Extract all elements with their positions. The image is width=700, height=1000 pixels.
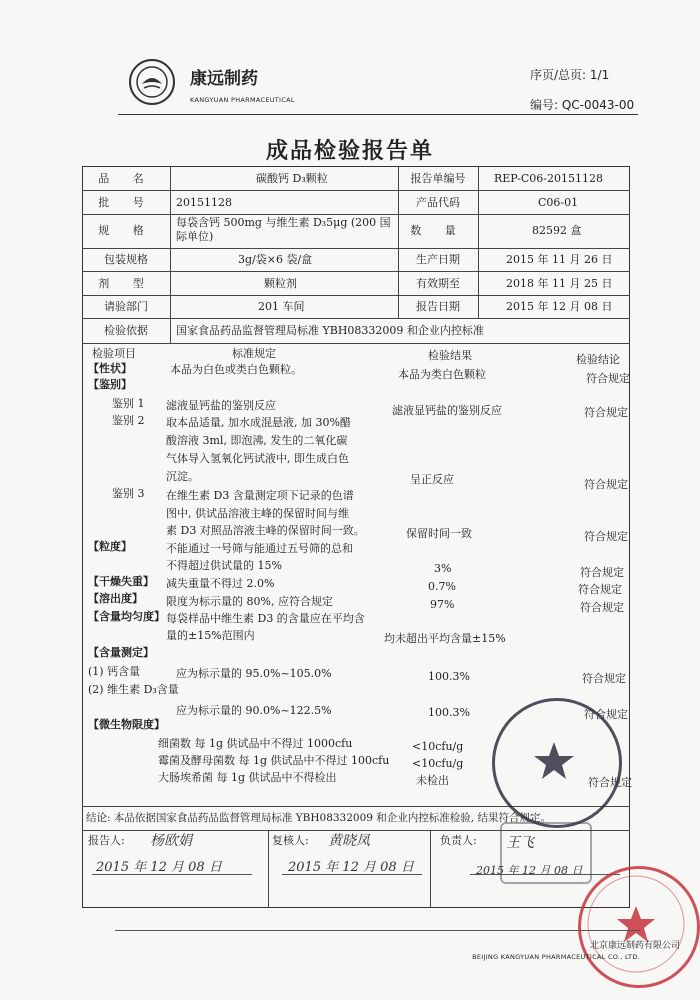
expiry-date: 2018 年 11 月 25 日: [506, 277, 613, 290]
label-quantity: 数 量: [410, 224, 466, 237]
test-id3-standard-1: 在维生素 D3 含量测定项下记录的色谱: [166, 489, 354, 502]
test-uniformity-label: 【含量均匀度】: [88, 610, 165, 623]
test-drying-result: 0.7%: [428, 580, 456, 593]
label-batch: 批 号: [98, 196, 154, 209]
test-micro-bacteria-result: <10cfu/g: [412, 740, 464, 753]
red-seal: [578, 866, 700, 988]
test-assay-vitd-standard: 应为标示量的 90.0%~122.5%: [176, 704, 332, 717]
test-assay-calcium-standard: 应为标示量的 95.0%~105.0%: [176, 667, 332, 680]
test-micro-mold: 霉菌及酵母菌数 每 1g 供试品中不得过 100cfu: [158, 754, 390, 767]
packaging-value: 3g/袋×6 袋/盒: [238, 253, 313, 266]
label-basis: 检验依据: [104, 324, 148, 337]
test-dissolution-conclusion: 符合规定: [580, 601, 624, 614]
test-assay-vitd-label: (2) 维生素 D₃含量: [88, 683, 179, 696]
company-name: 康远制药: [190, 69, 258, 89]
test-granularity-label: 【粒度】: [88, 540, 132, 553]
reporter-date: 2015 年 12 月 08 日: [96, 860, 222, 875]
test-id1-standard: 滤液显钙盐的鉴别反应: [166, 399, 276, 412]
label-mfg-date: 生产日期: [416, 253, 460, 266]
test-character-label: 【性状】: [88, 362, 132, 375]
test-granularity-result: 3%: [434, 562, 452, 575]
responsible-date: 2015 年 12 月 08 日: [476, 864, 583, 877]
batch-number: 20151128: [176, 196, 232, 209]
test-identification-label: 【鉴别】: [88, 378, 132, 391]
test-id2-standard-1: 取本品适量, 加水成混悬液, 加 30%醋: [166, 416, 351, 429]
reviewer-date: 2015 年 12 月 08 日: [288, 860, 414, 875]
test-drying-label: 【干燥失重】: [88, 575, 154, 588]
test-id3-label: 鉴别 3: [112, 487, 145, 500]
test-granularity-standard-1: 不能通过一号筛与能通过五号筛的总和: [166, 542, 353, 555]
mfg-date: 2015 年 11 月 26 日: [506, 253, 613, 266]
footer-company: 北京康远制药有限公司: [589, 941, 680, 951]
test-id2-standard-2: 酸溶液 3ml, 即泡沸, 发生的二氧化碳: [166, 434, 348, 447]
reporter-signature: 杨欧娟: [150, 833, 192, 849]
final-conclusion: 结论: 本品依据国家食品药品监督管理局标准 YBH08332009 和企业内控标准检验, 结果符合规定。: [86, 812, 551, 824]
company-name-en: KANGYUAN PHARMACEUTICAL: [190, 96, 295, 104]
responsible-signature: 王飞: [506, 835, 534, 851]
company-logo-icon: [128, 58, 176, 106]
footer-company-en: BEIJING KANGYUAN PHARMACEUTICAL CO., LTD.: [472, 953, 640, 961]
test-assay-label: 【含量测定】: [88, 646, 154, 659]
header-item: 检验项目: [92, 347, 136, 360]
responsible-label: 负责人:: [440, 834, 477, 847]
product-name: 碳酸钙 D₃颗粒: [256, 172, 328, 185]
test-dissolution-standard: 限度为标示量的 80%, 应符合规定: [166, 595, 333, 608]
test-id3-conclusion: 符合规定: [584, 530, 628, 543]
test-character-standard: 本品为白色或类白色颗粒。: [170, 363, 302, 376]
spec-value: 每袋含钙 500mg 与维生素 D₃5μg (200 国际单位): [176, 216, 391, 243]
label-packaging: 包装规格: [104, 253, 148, 266]
test-granularity-standard-2: 不得超过供试量的 15%: [166, 559, 282, 572]
test-uniformity-standard-2: 量的±15%范围内: [166, 629, 255, 642]
test-dissolution-result: 97%: [430, 598, 455, 611]
header-conclusion: 检验结论: [576, 353, 620, 366]
test-micro-conclusion: 符合规定: [588, 776, 632, 789]
reviewer-signature: 黄晓凤: [328, 833, 370, 849]
reporter-label: 报告人:: [88, 834, 125, 847]
dosage-form: 颗粒剂: [264, 277, 297, 290]
test-id3-result: 保留时间一致: [406, 527, 472, 540]
label-report-date: 报告日期: [416, 300, 460, 313]
test-id1-conclusion: 符合规定: [584, 406, 628, 419]
test-assay-calcium-result: 100.3%: [428, 670, 470, 683]
reviewer-label: 复核人:: [272, 834, 309, 847]
test-micro-label: 【微生物限度】: [88, 718, 165, 731]
report-number: REP-C06-20151128: [494, 172, 603, 185]
department: 201 车间: [258, 300, 305, 313]
test-assay-vitd-result: 100.3%: [428, 706, 470, 719]
test-dissolution-label: 【溶出度】: [88, 592, 143, 605]
quantity-value: 82592 盒: [532, 224, 582, 237]
test-assay-calcium-conclusion: 符合规定: [582, 672, 626, 685]
label-product-code: 产品代码: [416, 196, 460, 209]
test-id2-standard-3: 气体导入氢氧化钙试液中, 即生成白色: [166, 452, 349, 465]
test-granularity-conclusion: 符合规定: [580, 566, 624, 579]
test-drying-conclusion: 符合规定: [578, 583, 622, 596]
test-assay-calcium-label: (1) 钙含量: [88, 665, 141, 678]
test-id2-result: 呈正反应: [410, 473, 454, 486]
test-id1-result: 滤液显钙盐的鉴别反应: [392, 404, 502, 417]
test-id3-standard-3: 素 D3 对照品溶液主峰的保留时间一致。: [166, 524, 365, 537]
test-micro-ecoli: 大肠埃希菌 每 1g 供试品中不得检出: [158, 771, 337, 784]
footer-divider: [115, 930, 640, 931]
test-uniformity-result: 均未超出平均含量±15%: [384, 632, 506, 645]
label-report-no: 报告单编号: [410, 172, 466, 185]
test-basis: 国家食品药品监督管理局标准 YBH08332009 和企业内控标准: [176, 324, 484, 337]
label-dosage-form: 剂 型: [98, 277, 154, 290]
test-uniformity-standard-1: 每袋样品中维生素 D3 的含量应在平均含: [166, 612, 365, 625]
test-micro-bacteria: 细菌数 每 1g 供试品中不得过 1000cfu: [158, 737, 353, 750]
test-drying-standard: 减失重量不得过 2.0%: [166, 577, 275, 590]
test-id2-standard-4: 沉淀。: [166, 470, 199, 483]
header-divider: [118, 114, 638, 115]
header-standard: 标准规定: [232, 347, 276, 360]
test-assay-vitd-conclusion: 符合规定: [584, 708, 628, 721]
company-seal: [492, 698, 622, 828]
test-micro-ecoli-result: 未检出: [416, 774, 449, 787]
test-micro-mold-result: <10cfu/g: [412, 757, 464, 770]
test-character-conclusion: 符合规定: [586, 372, 630, 385]
test-id2-label: 鉴别 2: [112, 414, 145, 427]
page-counter: 序页/总页: 1/1: [530, 68, 610, 82]
test-id1-label: 鉴别 1: [112, 397, 145, 410]
label-product: 品 名: [98, 172, 154, 185]
test-id3-standard-2: 图中, 供试品溶液主峰的保留时间与维: [166, 507, 349, 520]
label-expiry: 有效期至: [416, 277, 460, 290]
document-code: 编号: QC-0043-00: [530, 98, 635, 112]
page-title: 成品检验报告单: [265, 139, 434, 164]
test-character-result: 本品为类白色颗粒: [398, 368, 486, 381]
test-id2-conclusion: 符合规定: [584, 478, 628, 491]
label-department: 请验部门: [104, 300, 148, 313]
product-code: C06-01: [538, 196, 579, 209]
label-spec: 规 格: [98, 224, 154, 237]
report-date: 2015 年 12 月 08 日: [506, 300, 613, 313]
header-result: 检验结果: [428, 349, 472, 362]
